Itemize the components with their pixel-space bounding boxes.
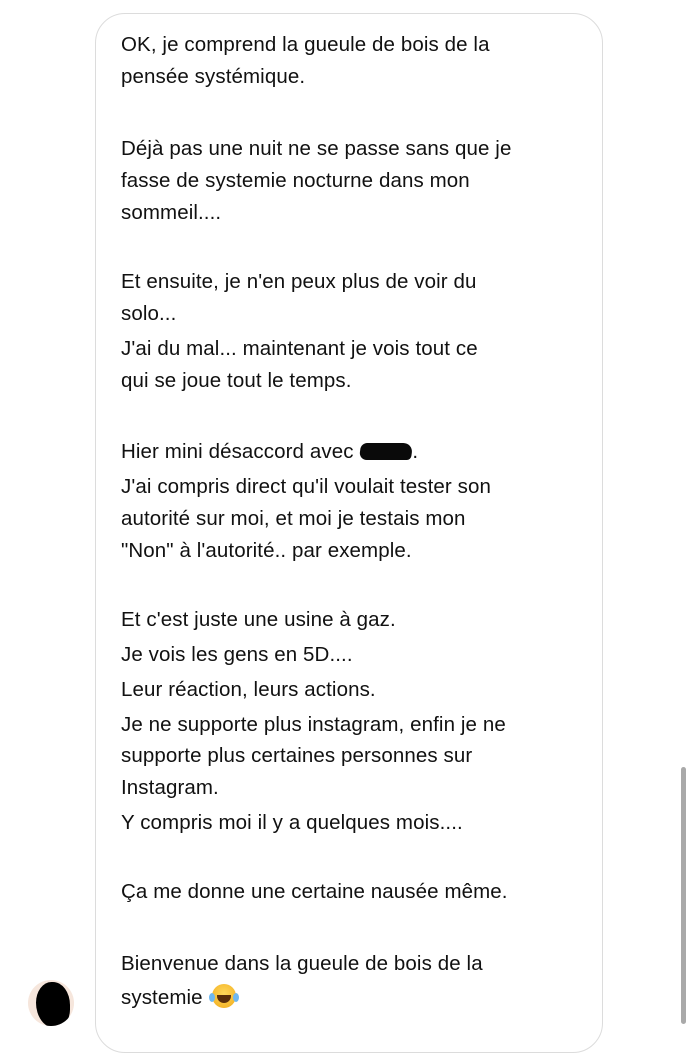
message-line: Bienvenue dans la gueule de bois de la <box>121 952 483 975</box>
message-line: Leur réaction, leurs actions. <box>121 678 376 701</box>
message-line-text: systemie <box>121 986 209 1009</box>
message-line: fasse de systemie nocturne dans mon <box>121 169 470 192</box>
message-line: Instagram. <box>121 776 219 799</box>
message-line: Je vois les gens en 5D.... <box>121 643 353 666</box>
redacted-avatar-icon <box>36 982 70 1026</box>
message-line-text: Hier mini désaccord avec <box>121 440 360 463</box>
scrollbar[interactable] <box>681 767 686 1024</box>
message-line: Et ensuite, je n'en peux plus de voir du <box>121 270 477 293</box>
message-line: OK, je comprend la gueule de bois de la <box>121 33 490 56</box>
message-line <box>121 984 236 1010</box>
message-line: sommeil.... <box>121 201 222 224</box>
message-line: Je ne supporte plus instagram, enfin je ne <box>121 713 506 736</box>
message-line: J'ai du mal... maintenant je vois tout ce <box>121 337 478 360</box>
message-line: Et c'est juste une usine à gaz. <box>121 608 396 631</box>
sender-avatar[interactable] <box>28 980 74 1026</box>
redacted-name <box>359 443 413 460</box>
message-line: Déjà pas une nuit ne se passe sans que je <box>121 137 512 160</box>
message-line: J'ai compris direct qu'il voulait tester son <box>121 475 491 498</box>
punctuation: . <box>412 440 419 463</box>
message-line: "Non" à l'autorité.. par exemple. <box>121 539 412 562</box>
message-line: Ça me donne une certaine nausée même. <box>121 880 508 903</box>
message-line: supporte plus certaines personnes sur <box>121 744 473 767</box>
message-line: autorité sur moi, et moi je testais mon <box>121 507 466 530</box>
message-line: pensée systémique. <box>121 65 306 88</box>
message-line: qui se joue tout le temps. <box>121 369 352 392</box>
tears-of-joy-emoji-icon <box>212 984 236 1008</box>
message-line: Y compris moi il y a quelques mois.... <box>121 811 463 834</box>
message-line: solo... <box>121 302 177 325</box>
message-line <box>121 440 418 464</box>
